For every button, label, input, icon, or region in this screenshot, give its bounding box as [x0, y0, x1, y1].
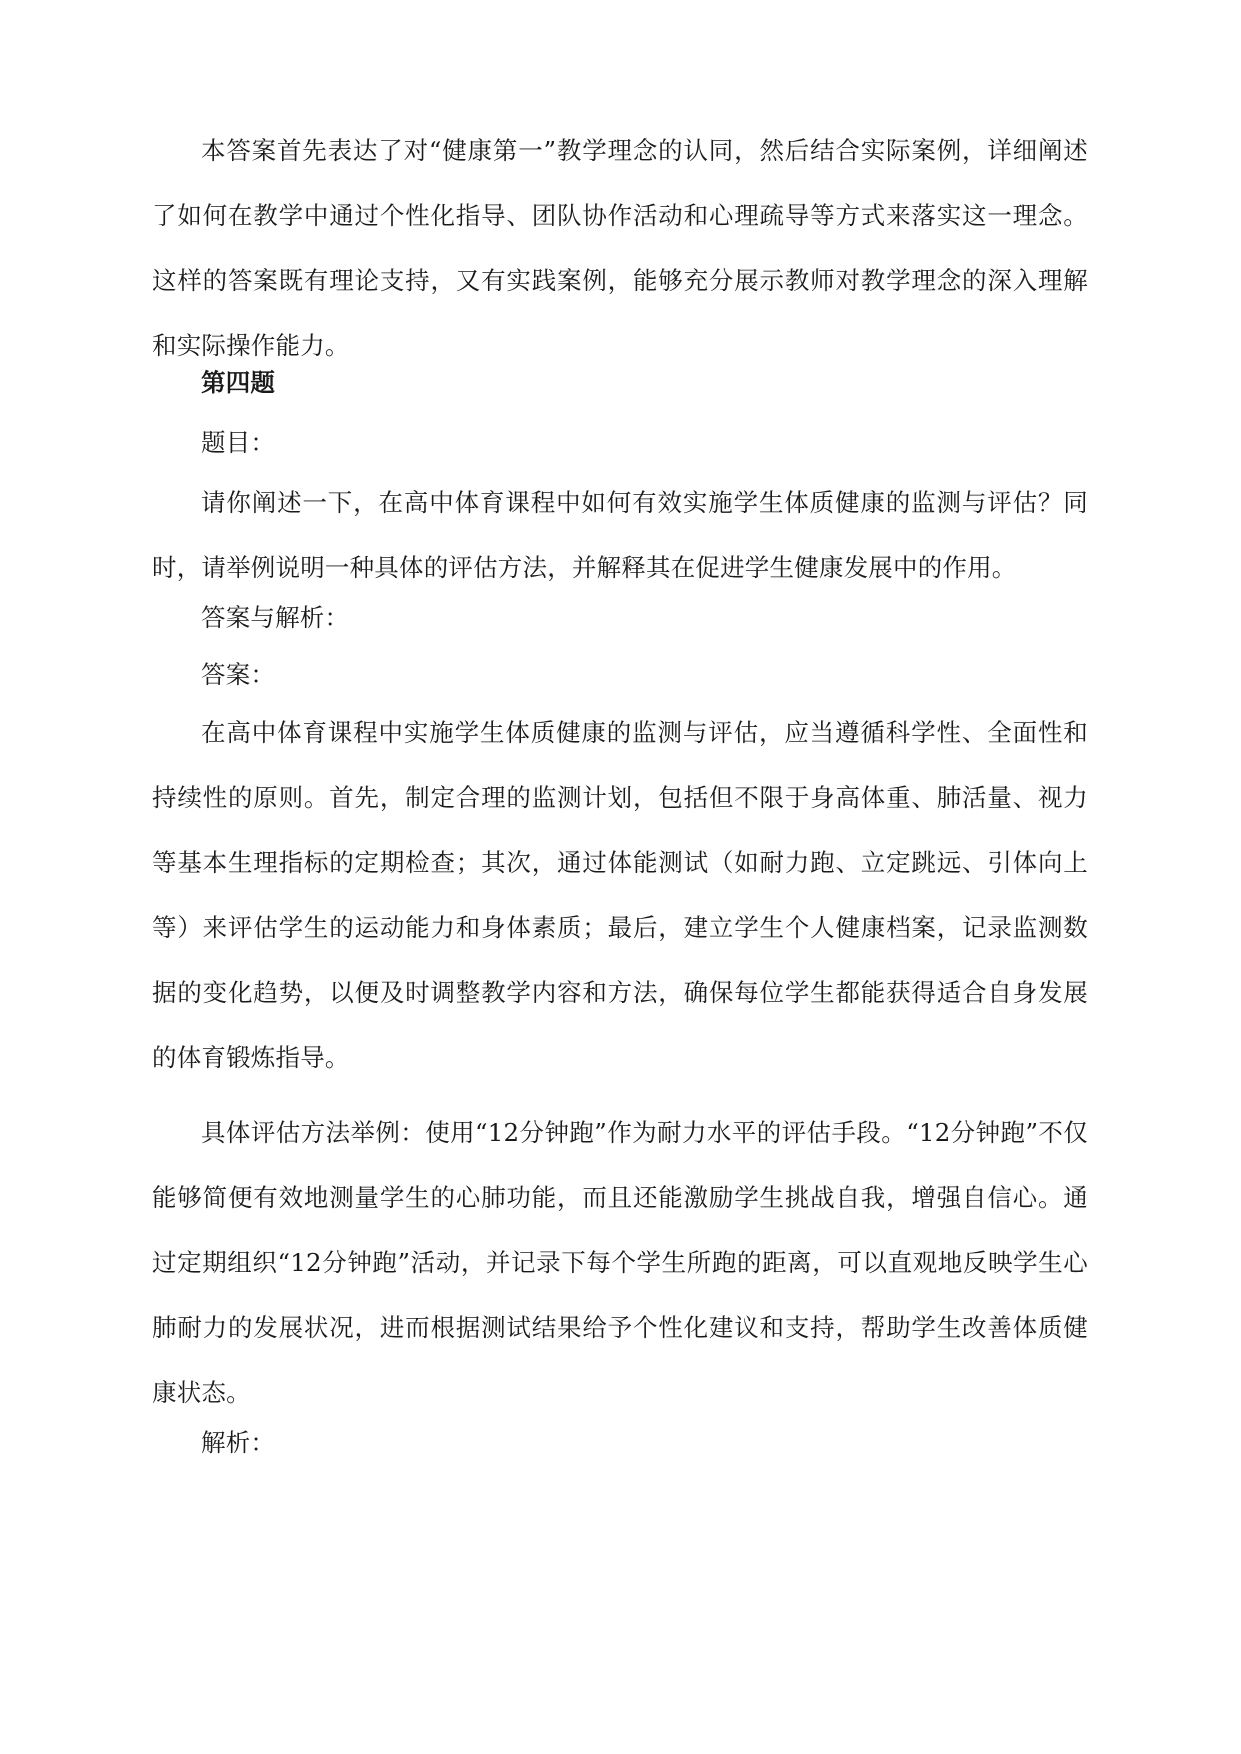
summary-paragraph: 本答案首先表达了对“健康第一”教学理念的认同，然后结合实际案例，详细阐述了如何在教学中通过个性化指导、团队协作活动和心理疏导等方式来落实这一理念。这样的答案既有理论支持，又有实践案例，能够充分展示教师对教学理念的深入理解和实际操作能力。: [152, 136, 1088, 360]
method-example-paragraph: 具体评估方法举例：使用“12分钟跑”作为耐力水平的评估手段。“12分钟跑”不仅能够简便有效地测量学生的心肺功能，而且还能激励学生挑战自我，增强自信心。通过定期组织“12分钟跑”活动，并记录下每个学生所跑的距离，可以直观地反映学生心肺耐力的发展状况，进而根据测试结果给予个性化建议和支持，帮助学生改善体质健康状态。: [152, 1118, 1088, 1407]
analysis-label: 解析：: [201, 1428, 276, 1457]
answer-paragraph: 在高中体育课程中实施学生体质健康的监测与评估，应当遵循科学性、全面性和持续性的原则。首先，制定合理的监测计划，包括但不限于身高体重、肺活量、视力等基本生理指标的定期检查；其次，通过体能测试（如耐力跑、立定跳远、引体向上等）来评估学生的运动能力和身体素质；最后，建立学生个人健康档案，记录监测数据的变化趋势，以便及时调整教学内容和方法，确保每位学生都能获得适合自身发展的体育锻炼指导。: [152, 718, 1088, 1072]
answer-label: 答案：: [201, 660, 276, 689]
question-text: 请你阐述一下，在高中体育课程中如何有效实施学生体质健康的监测与评估？同时，请举例说明一种具体的评估方法，并解释其在促进学生健康发展中的作用。: [152, 488, 1088, 582]
question-label: 题目：: [201, 428, 276, 457]
answer-analysis-label: 答案与解析：: [201, 603, 350, 632]
question-heading: 第四题: [201, 368, 276, 397]
